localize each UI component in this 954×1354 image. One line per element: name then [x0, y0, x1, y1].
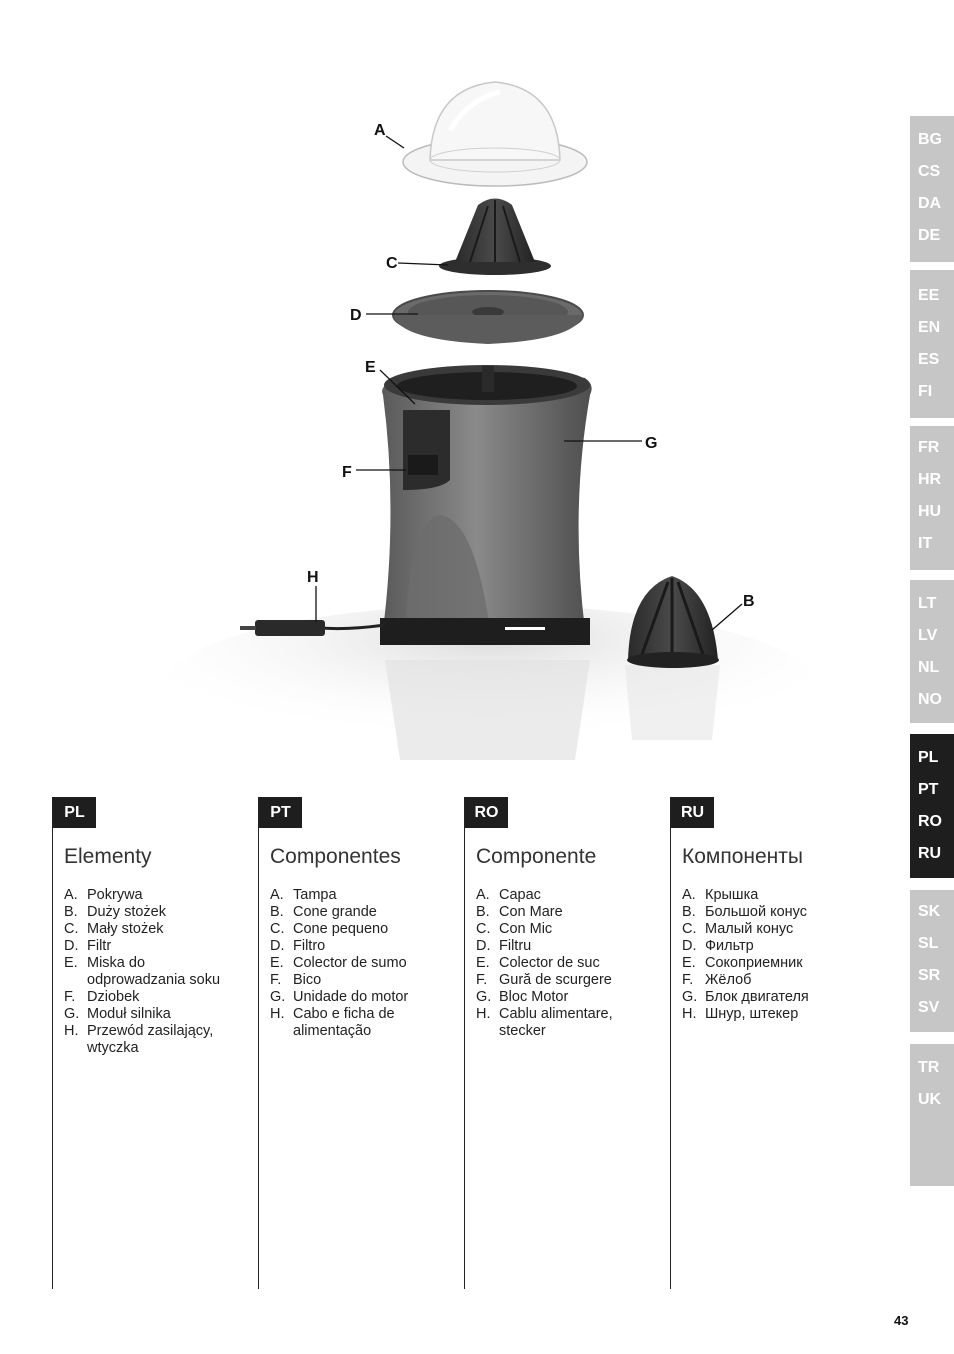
- callout-h: H: [307, 569, 319, 586]
- list-item: H. Cabo e ficha de alimentação: [270, 1006, 395, 1039]
- language-tab[interactable]: IT: [918, 535, 933, 552]
- list-item: D. Filtru: [476, 938, 532, 954]
- list-item: C. Mały stożek: [64, 921, 164, 937]
- motor-body-part: [380, 365, 592, 645]
- language-group-6: [910, 890, 954, 1032]
- large-cone-part: [627, 576, 719, 668]
- language-tab[interactable]: FR: [918, 439, 940, 456]
- language-badge: PL: [53, 797, 96, 828]
- callout-c: C: [386, 255, 398, 272]
- language-tab[interactable]: CS: [918, 163, 941, 180]
- language-tab[interactable]: EE: [918, 287, 940, 304]
- callout-f: F: [342, 464, 352, 481]
- language-tab[interactable]: NO: [918, 691, 942, 708]
- page-number: 43: [894, 1313, 909, 1328]
- list-item: C. Малый конус: [682, 921, 794, 937]
- language-tab[interactable]: HR: [918, 471, 942, 488]
- language-tab[interactable]: TR: [918, 1059, 940, 1076]
- list-item: D. Фильтр: [682, 938, 754, 954]
- component-list: [682, 887, 862, 1023]
- list-item: F. Gură de scurgere: [476, 972, 612, 988]
- language-badge: RU: [671, 797, 714, 828]
- callout-b: B: [743, 593, 755, 610]
- list-item: D. Filtro: [270, 938, 326, 954]
- list-item: F. Dziobek: [64, 989, 140, 1005]
- list-item: G. Bloc Motor: [476, 989, 569, 1005]
- column-pl: [52, 797, 243, 1289]
- callout-g: G: [645, 435, 658, 452]
- language-group-3: [910, 426, 954, 570]
- language-tab[interactable]: BG: [918, 131, 942, 148]
- language-tab[interactable]: HU: [918, 503, 942, 520]
- list-item: G. Moduł silnika: [64, 1006, 171, 1022]
- list-item: H. Шнур, штекер: [682, 1006, 799, 1022]
- list-item: A. Capac: [476, 887, 541, 903]
- language-tab[interactable]: SL: [918, 935, 939, 952]
- language-tab[interactable]: DA: [918, 195, 942, 212]
- list-item: B. Con Mare: [476, 904, 563, 920]
- component-list: [64, 887, 244, 1057]
- list-item: A. Tampa: [270, 887, 337, 903]
- callout-d: D: [350, 307, 362, 324]
- language-tab-active[interactable]: RO: [918, 813, 942, 830]
- column-pt: [258, 797, 449, 1289]
- column-title: Компоненты: [682, 845, 803, 868]
- column-ru: [670, 797, 861, 1289]
- list-item: E. Miska do odprowadzania soku: [64, 955, 221, 988]
- list-item: C. Cone pequeno: [270, 921, 389, 937]
- list-item: H. Przewód zasilający, wtyczka: [64, 1023, 214, 1056]
- language-tab[interactable]: LT: [918, 595, 937, 612]
- language-tab[interactable]: ES: [918, 351, 940, 368]
- list-item: B. Большой конус: [682, 904, 808, 920]
- language-badge: RO: [465, 797, 508, 828]
- column-title: Elementy: [64, 845, 152, 868]
- list-item: F. Bico: [270, 972, 322, 988]
- list-item: F. Жёлоб: [682, 972, 752, 988]
- list-item: B. Cone grande: [270, 904, 377, 920]
- list-item: H. Cablu alimentare, stecker: [476, 1006, 613, 1039]
- language-tab[interactable]: DE: [918, 227, 941, 244]
- list-item: A. Pokrywa: [64, 887, 143, 903]
- language-tab[interactable]: NL: [918, 659, 940, 676]
- list-item: D. Filtr: [64, 938, 112, 954]
- callout-a: A: [374, 122, 386, 139]
- column-ro: [464, 797, 655, 1289]
- language-group-5-active: [910, 734, 954, 878]
- language-tab[interactable]: FI: [918, 383, 933, 400]
- language-group-4: [910, 580, 954, 723]
- column-title: Componentes: [270, 845, 401, 868]
- list-item: B. Duży stożek: [64, 904, 166, 920]
- list-item: G. Unidade do motor: [270, 989, 409, 1005]
- list-item: G. Блок двигателя: [682, 989, 809, 1005]
- language-tab[interactable]: SK: [918, 903, 941, 920]
- language-tab-active[interactable]: RU: [918, 845, 942, 862]
- callout-e: E: [365, 359, 376, 376]
- language-badge: PT: [259, 797, 302, 828]
- language-group-1: [910, 116, 954, 262]
- language-tab[interactable]: SV: [918, 999, 940, 1016]
- language-tab[interactable]: EN: [918, 319, 941, 336]
- language-group-2: [910, 270, 954, 418]
- language-tab-active[interactable]: PT: [918, 781, 939, 798]
- language-tab[interactable]: SR: [918, 967, 941, 984]
- column-title: Componente: [476, 845, 597, 868]
- language-tab[interactable]: LV: [918, 627, 938, 644]
- list-item: C. Con Mic: [476, 921, 553, 937]
- list-item: E. Сокоприемник: [682, 955, 803, 971]
- list-item: E. Colector de suc: [476, 955, 600, 971]
- language-group-7: [910, 1044, 954, 1186]
- filter-part: [393, 291, 583, 344]
- lid-part: [403, 82, 587, 186]
- language-tab-active[interactable]: PL: [918, 749, 939, 766]
- component-list: [270, 887, 450, 1040]
- language-tab[interactable]: UK: [918, 1091, 942, 1108]
- component-list: [476, 887, 656, 1040]
- small-cone-part: [439, 199, 551, 276]
- list-item: A. Крышка: [682, 887, 759, 903]
- list-item: E. Colector de sumo: [270, 955, 407, 971]
